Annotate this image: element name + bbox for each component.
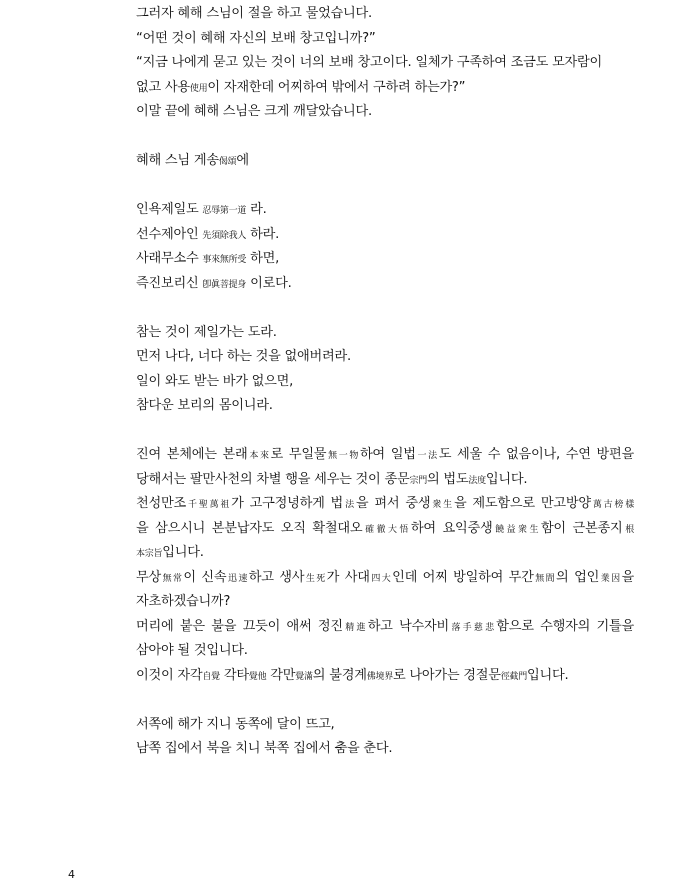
- hanja-annotation: 饒益衆生: [492, 524, 541, 535]
- text-line: [136, 100, 634, 125]
- text-line: [136, 664, 634, 689]
- text-run: 삼아야 될 것입니다.: [136, 643, 248, 658]
- hanja-annotation: 根: [622, 524, 634, 535]
- hanja-annotation: 徑截門: [500, 671, 528, 682]
- text-run: 의 법도: [426, 471, 469, 487]
- text-line: [136, 321, 634, 346]
- hanja-annotation: 覺滿: [295, 671, 313, 682]
- body-text: [136, 2, 634, 762]
- text-line: [136, 149, 634, 174]
- text-run: 일이 와도 받는 바가 없으면,: [136, 373, 294, 389]
- text-run: 하여 요익중생: [410, 520, 493, 536]
- text-run: 로 무일물: [270, 447, 327, 462]
- text-run: “어떤 것이 혜해 자신의 보배 창고입니까?”: [136, 30, 376, 46]
- hanja-annotation: 法度: [468, 475, 486, 486]
- text-line: [136, 566, 634, 591]
- text-run: 하고 생사: [248, 569, 305, 585]
- text-line: [136, 713, 634, 738]
- hanja-annotation: 覺他: [248, 671, 267, 682]
- verse-line: [136, 198, 634, 223]
- text-line: [136, 345, 634, 370]
- text-run: 이말 끝에 혜해 스님은 크게 깨달았습니다.: [136, 104, 372, 119]
- text-line: [136, 76, 634, 101]
- text-run: 을 제도함으로 만고방양: [453, 496, 591, 511]
- text-run: 입니다.: [162, 545, 204, 560]
- paragraph-gap: [136, 125, 634, 150]
- text-run: 의 업인: [556, 569, 600, 585]
- text-line: [136, 51, 634, 76]
- hanja-annotation: 四大: [369, 573, 393, 584]
- text-run: 당해서는 팔만사천의 차별 행을 세우는 것이 종문: [136, 471, 410, 487]
- text-run: 각만: [266, 667, 296, 683]
- text-run: 가 고구정녕하게 법: [231, 496, 344, 511]
- hanja-annotation: 無常: [160, 573, 184, 584]
- text-run: 참는 것이 제일가는 도라.: [136, 324, 277, 340]
- text-run: 입니다.: [527, 667, 569, 683]
- hanja-annotation: 迅速: [226, 573, 249, 584]
- text-run: 그러자 혜해 스님이 절을 하고 물었습니다.: [136, 6, 372, 21]
- text-run: 하면,: [246, 251, 280, 266]
- text-line: [136, 2, 634, 27]
- text-run: 이것이 자각: [136, 667, 203, 683]
- hanja-annotation: 自覺: [202, 671, 220, 682]
- text-run: 이 자재한데 어찌하여 밖에서 구하려 하는가?”: [207, 79, 466, 95]
- text-run: 없고 사용: [136, 79, 190, 95]
- text-run: 선수제아인: [136, 226, 203, 242]
- text-line: [136, 639, 634, 664]
- text-run: 자초하겠습니까?: [136, 594, 231, 609]
- text-line: [136, 492, 634, 517]
- verse-line: [136, 272, 634, 297]
- text-run: 하라.: [246, 226, 280, 242]
- verse-line: [136, 247, 634, 272]
- text-line: [136, 737, 634, 762]
- hanja-annotation: 忍辱第一道: [202, 206, 247, 216]
- hanja-annotation: 千聖萬祖: [185, 500, 232, 510]
- hanja-annotation: 生死: [304, 573, 327, 584]
- text-line: [136, 468, 634, 493]
- hanja-annotation: 無一物: [326, 451, 360, 461]
- text-run: 천성만조: [136, 496, 186, 511]
- hanja-annotation: 本宗旨: [136, 549, 163, 559]
- text-run: 혜해 스님 게송: [136, 153, 219, 168]
- hanja-annotation: 確徹大悟: [362, 524, 411, 535]
- hanja-annotation: 無間: [533, 573, 557, 584]
- text-run: 이 신속: [183, 569, 227, 585]
- paragraph-gap: [136, 174, 634, 199]
- hanja-annotation: 一法: [415, 451, 439, 461]
- text-run: 도 세울 수 없음이나, 수연 방편을: [438, 447, 634, 462]
- hanja-annotation: 萬古榜樣: [590, 500, 634, 510]
- hanja-annotation: 落手慈悲: [449, 622, 497, 633]
- text-line: [136, 27, 634, 52]
- text-run: 머리에 붙은 불을 끄듯이 애써 정진: [136, 618, 343, 634]
- text-run: 인욕제일도: [136, 202, 203, 217]
- hanja-annotation: 偈頌: [218, 157, 237, 167]
- text-run: 즉진보리신: [136, 275, 203, 291]
- hanja-annotation: 事來無所受: [202, 255, 247, 265]
- text-run: 을 삼으시니 본분납자도 오직 확철대오: [136, 520, 363, 536]
- hanja-annotation: 法: [343, 500, 356, 510]
- paragraph-gap: [136, 419, 634, 444]
- text-run: 가 사대: [326, 569, 370, 585]
- hanja-annotation: 先須除我人: [202, 230, 247, 241]
- paragraph-gap: [136, 296, 634, 321]
- verse-line: [136, 223, 634, 248]
- text-run: 이로다.: [246, 275, 292, 291]
- text-run: 로 나아가는 경절문: [392, 667, 501, 683]
- text-run: 을: [621, 569, 634, 585]
- hanja-annotation: 宗門: [409, 475, 427, 486]
- paragraph-gap: [136, 688, 634, 713]
- text-line: [136, 443, 634, 468]
- text-run: 남쪽 집에서 북을 치니 북쪽 집에서 춤을 춘다.: [136, 741, 393, 756]
- text-run: 하고 낙수자비: [367, 618, 450, 634]
- text-run: “지금 나에게 묻고 있는 것이 너의 보배 창고이다. 일체가 구족하여 조금도 모자람이: [136, 55, 603, 70]
- text-run: 인데 어찌 방일하여 무간: [392, 569, 534, 585]
- text-run: 에: [236, 153, 249, 168]
- hanja-annotation: 使用: [189, 83, 208, 94]
- text-run: 함으로 수행자의 기틀을: [496, 618, 634, 634]
- text-line: [136, 370, 634, 395]
- hanja-annotation: 本來: [247, 451, 271, 461]
- text-run: 참다운 보리의 몸이니라.: [136, 398, 273, 413]
- hanja-annotation: 業因: [599, 573, 622, 584]
- text-run: 각타: [219, 667, 249, 683]
- text-run: 진여 본체에는 본래: [136, 447, 248, 462]
- hanja-annotation: 精進: [342, 622, 368, 633]
- hanja-annotation: 佛境界: [366, 671, 393, 682]
- text-run: 하여 일법: [359, 447, 416, 462]
- text-run: 함이 근본종지: [540, 520, 623, 536]
- text-line: [136, 590, 634, 615]
- text-run: 을 펴서 중생: [355, 496, 431, 511]
- text-line: [136, 541, 634, 566]
- hanja-annotation: 卽眞菩提身: [202, 279, 247, 290]
- text-line: [136, 615, 634, 640]
- text-line: [136, 394, 634, 419]
- text-run: 사래무소수: [136, 251, 203, 266]
- text-run: 라.: [246, 202, 267, 217]
- text-run: 먼저 나다, 너다 하는 것을 없애버려라.: [136, 349, 351, 364]
- text-run: 서쪽에 해가 지니 동쪽에 달이 뜨고,: [136, 716, 335, 732]
- hanja-annotation: 衆生: [430, 500, 454, 510]
- text-run: 의 불경계: [312, 667, 367, 683]
- text-run: 무상: [136, 569, 161, 585]
- page-number: 4: [68, 868, 75, 881]
- text-run: 입니다.: [485, 471, 528, 487]
- text-line: [136, 517, 634, 542]
